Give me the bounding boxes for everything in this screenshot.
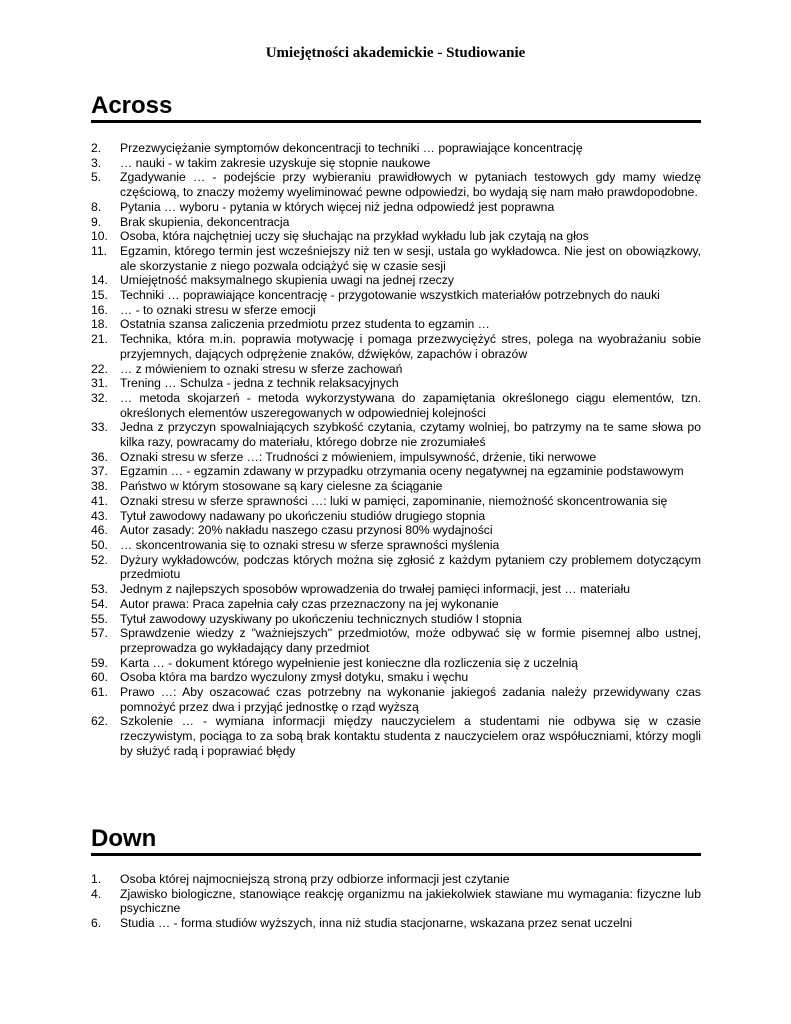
across-clue bbox=[91, 332, 701, 361]
clue-number: 38. bbox=[91, 479, 108, 494]
clue-number: 18. bbox=[91, 317, 108, 332]
clue-text: Autor prawa: Praca zapełnia cały czas przeznaczony na jej wykonanie bbox=[120, 596, 499, 611]
clue-number: 62. bbox=[91, 714, 108, 729]
clue-number: 46. bbox=[91, 523, 108, 538]
across-clue bbox=[91, 420, 701, 449]
across-clue bbox=[91, 523, 701, 538]
clue-text: Autor zasady: 20% nakładu naszego czasu przynosi 80% wydajności bbox=[120, 523, 493, 538]
clue-number: 55. bbox=[91, 611, 108, 626]
across-clue bbox=[91, 509, 701, 524]
clue-text: … metoda skojarzeń - metoda wykorzystywana do zapamiętania określonego ciągu elementów, tzn. określonych elementów uszeregowanych w odpowiedniej kolejności bbox=[120, 390, 701, 420]
clue-text: Karta … - dokument którego wypełnienie jest konieczne dla rozliczenia się z uczelnią bbox=[120, 655, 578, 670]
across-clue bbox=[91, 229, 701, 244]
clue-text: Tytuł zawodowy uzyskiwany po ukończeniu technicznych studiów I stopnia bbox=[120, 611, 522, 626]
across-clue bbox=[91, 200, 701, 215]
down-section bbox=[91, 825, 701, 931]
across-heading: Across bbox=[91, 92, 173, 119]
across-clue bbox=[91, 273, 701, 288]
clue-text: Jednym z najlepszych sposobów wprowadzenia do trwałej pamięci informacji, jest … materiału bbox=[120, 582, 631, 597]
clue-text: Osoba, która najchętniej uczy się słuchając na przykład wykładu lub jak czytają na głos bbox=[120, 229, 589, 244]
clue-text: Pytania … wyboru - pytania w których więcej niż jedna odpowiedź jest poprawna bbox=[120, 199, 555, 214]
clue-text: Sprawdzenie wiedzy z "ważniejszych" przedmiotów, może odbywać się w formie pisemnej albo ustnej, przeprowadza go wykładający dany przedmiot bbox=[120, 626, 701, 655]
clue-text: Techniki … poprawiające koncentrację - przygotowanie wszystkich materiałów potrzebnych do nauki bbox=[120, 288, 660, 303]
clue-text: Państwo w którym stosowane są kary cielesne za ściąganie bbox=[120, 479, 443, 494]
document-title: Umiejętności akademickie - Studiowanie bbox=[265, 45, 526, 61]
across-clue-list bbox=[91, 141, 701, 759]
across-clue bbox=[91, 317, 701, 332]
clue-text: Trening … Schulza - jedna z technik relaksacyjnych bbox=[120, 376, 399, 391]
down-clue bbox=[91, 887, 701, 916]
across-clue bbox=[91, 244, 701, 273]
clue-text: Egzamin, którego termin jest wcześniejszy niż ten w sesji, ustala go wykładowca. Nie jest on obowiązkowy, ale skorzystanie z niego pozwala odciążyć się w czasie sesji bbox=[120, 243, 701, 273]
across-clue bbox=[91, 464, 701, 479]
across-clue bbox=[91, 288, 701, 303]
clue-number: 60. bbox=[91, 670, 108, 685]
clue-text: Tytuł zawodowy nadawany po ukończeniu studiów drugiego stopnia bbox=[120, 508, 486, 523]
clue-number: 52. bbox=[91, 552, 108, 567]
clue-text: Dyżury wykładowców, podczas których można się zgłosić z każdym pytaniem czy problemem dotyczącym przedmiotu bbox=[120, 552, 701, 582]
clue-text: Studia … - forma studiów wyższych, inna niż studia stacjonarne, wskazana przez senat uczelni bbox=[120, 916, 633, 931]
across-clue bbox=[91, 156, 701, 171]
clue-text: Osoba której najmocniejszą stroną przy odbiorze informacji jest czytanie bbox=[120, 872, 510, 886]
clue-number: 4. bbox=[91, 886, 102, 901]
clue-number: 22. bbox=[91, 361, 108, 376]
across-clue bbox=[91, 362, 701, 377]
clue-number: 9. bbox=[91, 214, 102, 229]
down-clue bbox=[91, 916, 701, 931]
clue-number: 2. bbox=[91, 141, 102, 155]
clue-number: 32. bbox=[91, 390, 108, 405]
across-clue bbox=[91, 450, 701, 465]
clue-text: … z mówieniem to oznaki stresu w sferze zachowań bbox=[120, 361, 403, 376]
clue-text: … - to oznaki stresu w sferze emocji bbox=[120, 302, 316, 317]
clue-number: 8. bbox=[91, 199, 102, 214]
clue-number: 41. bbox=[91, 493, 108, 508]
down-clue bbox=[91, 872, 701, 887]
clue-number: 11. bbox=[91, 243, 108, 258]
clue-number: 43. bbox=[91, 508, 108, 523]
clue-text: Szkolenie … - wymiana informacji między nauczycielem a studentami nie odbywa się w czasie rzeczywistym, pociąga to za sobą brak kontaktu studenta z nauczycielem oraz współuczniami, którzy mogli by służyć radą i poprawiać błędy bbox=[120, 714, 701, 758]
clue-text: Technika, która m.in. poprawia motywację i pomaga przezwyciężyć stres, polega na wyobrażaniu sobie przyjemnych, dających odprężenie znaków, dźwięków, zapachów i obrazów bbox=[120, 332, 701, 361]
clue-number: 10. bbox=[91, 229, 108, 244]
clue-number: 31. bbox=[91, 376, 108, 391]
across-clue bbox=[91, 303, 701, 318]
down-clue-list bbox=[91, 872, 701, 931]
clue-text: Prawo …: Aby oszacować czas potrzebny na wykonanie jakiegoś zadania należy przewidywany czas pomnożyć przez dwa i przyjąć jednostkę o rząd wyższą bbox=[120, 685, 701, 714]
across-clue bbox=[91, 582, 701, 597]
across-clue bbox=[91, 538, 701, 553]
across-clue bbox=[91, 391, 701, 420]
clue-number: 37. bbox=[91, 464, 108, 479]
clue-number: 61. bbox=[91, 685, 108, 700]
clue-number: 16. bbox=[91, 302, 108, 317]
across-clue bbox=[91, 494, 701, 509]
across-clue bbox=[91, 376, 701, 391]
clue-text: Jedna z przyczyn spowalniających szybkość czytania, czytamy wolniej, bo patrzymy na te same słowa po kilka razy, powracamy do materiału, którego dobrze nie zrozumiałeś bbox=[120, 420, 701, 450]
across-clue bbox=[91, 141, 701, 156]
clue-number: 53. bbox=[91, 582, 108, 597]
clue-text: Zjawisko biologiczne, stanowiące reakcję organizmu na jakiekolwiek stawiane mu wymagania: fizyczne lub psychiczne bbox=[120, 886, 701, 916]
across-section bbox=[91, 92, 701, 759]
clue-number: 54. bbox=[91, 596, 108, 611]
clue-number: 33. bbox=[91, 420, 108, 435]
clue-text: … skoncentrowania się to oznaki stresu w sferze sprawności myślenia bbox=[120, 537, 500, 552]
clue-number: 36. bbox=[91, 449, 108, 464]
clue-number: 21. bbox=[91, 332, 108, 347]
clue-text: Brak skupienia, dekoncentracja bbox=[120, 214, 290, 229]
clue-number: 59. bbox=[91, 655, 108, 670]
clue-number: 1. bbox=[91, 872, 102, 886]
across-clue bbox=[91, 670, 701, 685]
clue-number: 15. bbox=[91, 288, 108, 303]
clue-number: 50. bbox=[91, 537, 108, 552]
across-divider bbox=[91, 120, 701, 123]
clue-number: 6. bbox=[91, 916, 102, 931]
down-heading: Down bbox=[91, 825, 157, 852]
across-clue bbox=[91, 215, 701, 230]
clue-text: Przezwyciężanie symptomów dekoncentracji to techniki … poprawiające koncentrację bbox=[120, 141, 583, 155]
clue-text: Ostatnia szansa zaliczenia przedmiotu przez studenta to egzamin … bbox=[120, 317, 490, 332]
across-clue bbox=[91, 479, 701, 494]
clue-text: Egzamin … - egzamin zdawany w przypadku otrzymania oceny negatywnej na egzaminie podstawowym bbox=[120, 464, 684, 479]
clue-number: 57. bbox=[91, 626, 108, 641]
across-clue bbox=[91, 612, 701, 627]
across-clue bbox=[91, 685, 701, 714]
clue-number: 3. bbox=[91, 155, 102, 170]
clue-text: Zgadywanie … - podejście przy wybieraniu prawidłowych w pytaniach testowych gdy mamy wiedzę częściową, to znaczy możemy wyeliminować pewne odpowiedzi, bo wydają się nam mało prawdopodobne. bbox=[120, 170, 701, 200]
clue-number: 14. bbox=[91, 273, 108, 288]
across-clue bbox=[91, 553, 701, 582]
across-clue bbox=[91, 656, 701, 671]
across-clue bbox=[91, 170, 701, 199]
clue-text: Osoba która ma bardzo wyczulony zmysł dotyku, smaku i węchu bbox=[120, 670, 469, 685]
down-divider bbox=[91, 853, 701, 856]
clue-text: Umiejętność maksymalnego skupienia uwagi na jednej rzeczy bbox=[120, 273, 454, 288]
clue-number: 5. bbox=[91, 170, 102, 185]
across-clue bbox=[91, 626, 701, 655]
clue-text: … nauki - w takim zakresie uzyskuje się stopnie naukowe bbox=[120, 155, 431, 170]
across-clue bbox=[91, 714, 701, 758]
clue-text: Oznaki stresu w sferze sprawności …: luki w pamięci, zapominanie, niemożność skoncentrowania się bbox=[120, 493, 668, 508]
clue-text: Oznaki stresu w sferze …: Trudności z mówieniem, impulsywność, drżenie, tiki nerwowe bbox=[120, 449, 597, 464]
across-clue bbox=[91, 597, 701, 612]
